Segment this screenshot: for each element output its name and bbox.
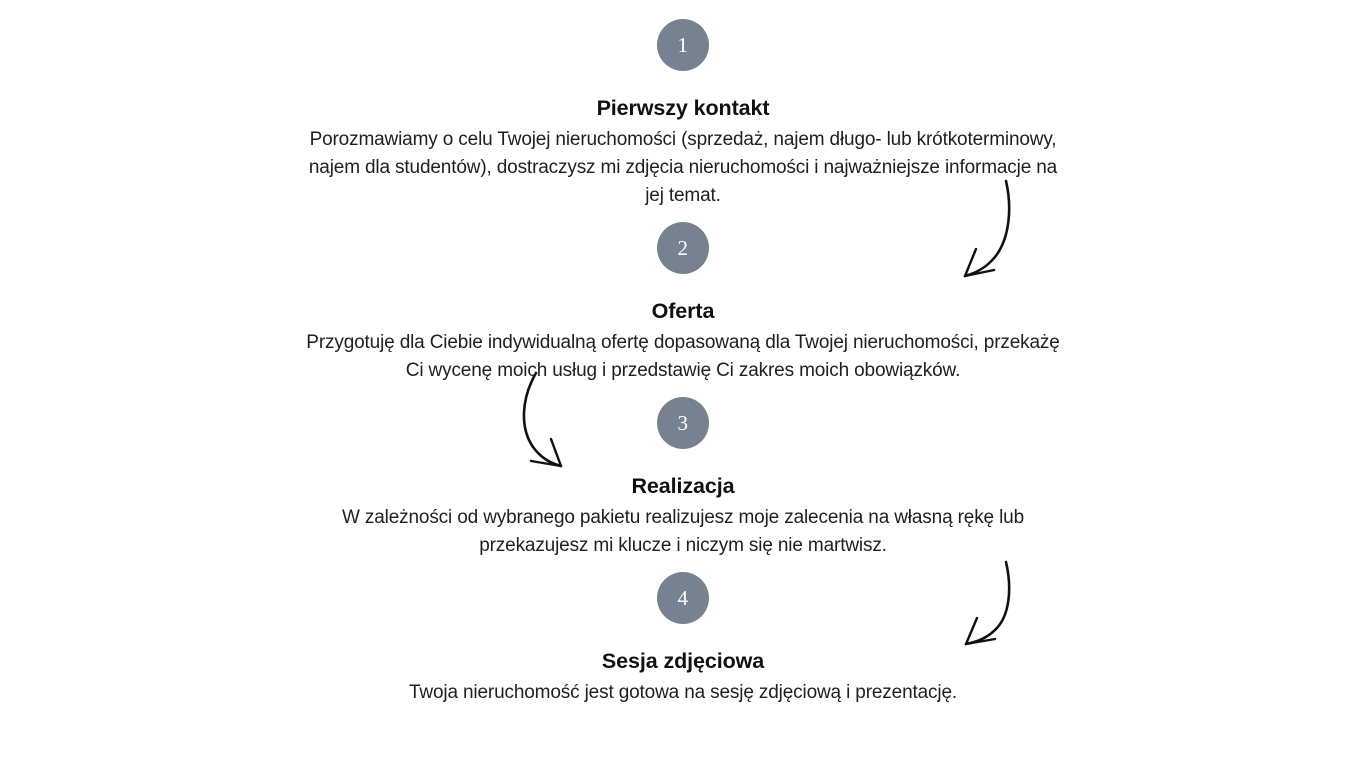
step-number-badge-4: 4 (657, 572, 709, 624)
step-item-2 (0, 222, 1366, 385)
step-item-4 (0, 572, 1366, 707)
step-description-4: Twoja nieruchomość jest gotowa na sesję zdjęciową i prezentację. (408, 682, 958, 703)
step-title-3: Realizacja (631, 474, 735, 498)
step-description-1: Porozmawiamy o celu Twojej nieruchomości (sprzedaż, najem długo- lub krótkoterminowy, najem dla studentów), dostraczysz mi zdjęcia nieruchomości i najważniejsze informacje na jej temat. (308, 129, 1058, 206)
step-title-1: Pierwszy kontakt (596, 96, 770, 120)
step-title-4: Sesja zdjęciowa (601, 649, 765, 673)
step-number-badge-3: 3 (657, 397, 709, 449)
step-title-2: Oferta (651, 299, 715, 323)
step-number-badge-1: 1 (657, 19, 709, 71)
step-item-3 (0, 397, 1366, 560)
step-description-3: W zależności od wybranego pakietu realizujesz moje zalecenia na własną rękę lub przekazujesz mi klucze i niczym się nie martwisz. (341, 507, 1025, 556)
step-item-1 (0, 19, 1366, 210)
step-number-badge-2: 2 (657, 222, 709, 274)
step-description-2: Przygotuję dla Ciebie indywidualną ofertę dopasowaną dla Twojej nieruchomości, przekażę Ci wycenę moich usług i przedstawię Ci zakres moich obowiązków. (306, 332, 1060, 381)
